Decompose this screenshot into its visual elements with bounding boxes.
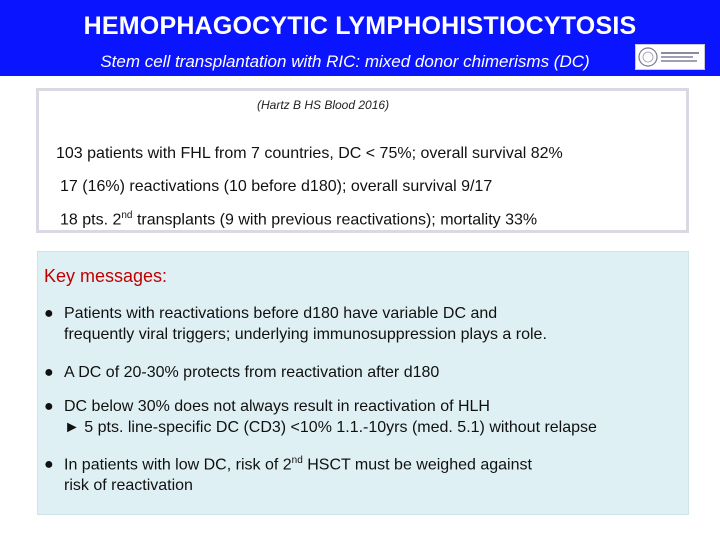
slide-subtitle: Stem cell transplantation with RIC: mixed donor chimerisms (DC) (100, 52, 590, 71)
key-messages-title: Key messages: (44, 266, 168, 286)
patients-summary: 103 patients with FHL from 7 countries, DC < 75%; overall survival 82% (56, 145, 563, 162)
bullet-dot: ● (44, 398, 54, 415)
reactivations-summary: 17 (16%) reactivations (10 before d180); overall survival 9/17 (60, 178, 493, 195)
slide-title: HEMOPHAGOCYTIC LYMPHOHISTIOCYTOSIS (83, 12, 637, 40)
slide-header (0, 0, 720, 76)
citation: (Hartz B HS Blood 2016) (257, 98, 390, 112)
university-seal-logo (635, 44, 705, 70)
key-message-3: ● DC below 30% does not always result in reactivation of HLH ► 5 pts. line-specific DC (CD3) <10% 1.1.-10yrs (med. 5.1) without relapse (44, 398, 597, 436)
bullet-dot: ● (44, 305, 54, 322)
bullet-dot: ● (44, 456, 54, 474)
key-message-4: ● In patients with low DC, risk of 2nd HSCT must be weighed against risk of reactivation (44, 455, 532, 495)
study-summary-box (36, 88, 689, 233)
key-message-1: ● Patients with reactivations before d180 have variable DC and frequently viral triggers; underlying immunosuppression plays a role. (44, 305, 547, 343)
transplants-summary: 18 pts. 2nd transplants (9 with previous reactivations); mortality 33% (60, 210, 538, 229)
bullet-dot: ● (44, 364, 54, 381)
key-message-2: ● A DC of 20-30% protects from reactivation after d180 (44, 364, 440, 381)
key-messages-box (37, 251, 689, 515)
